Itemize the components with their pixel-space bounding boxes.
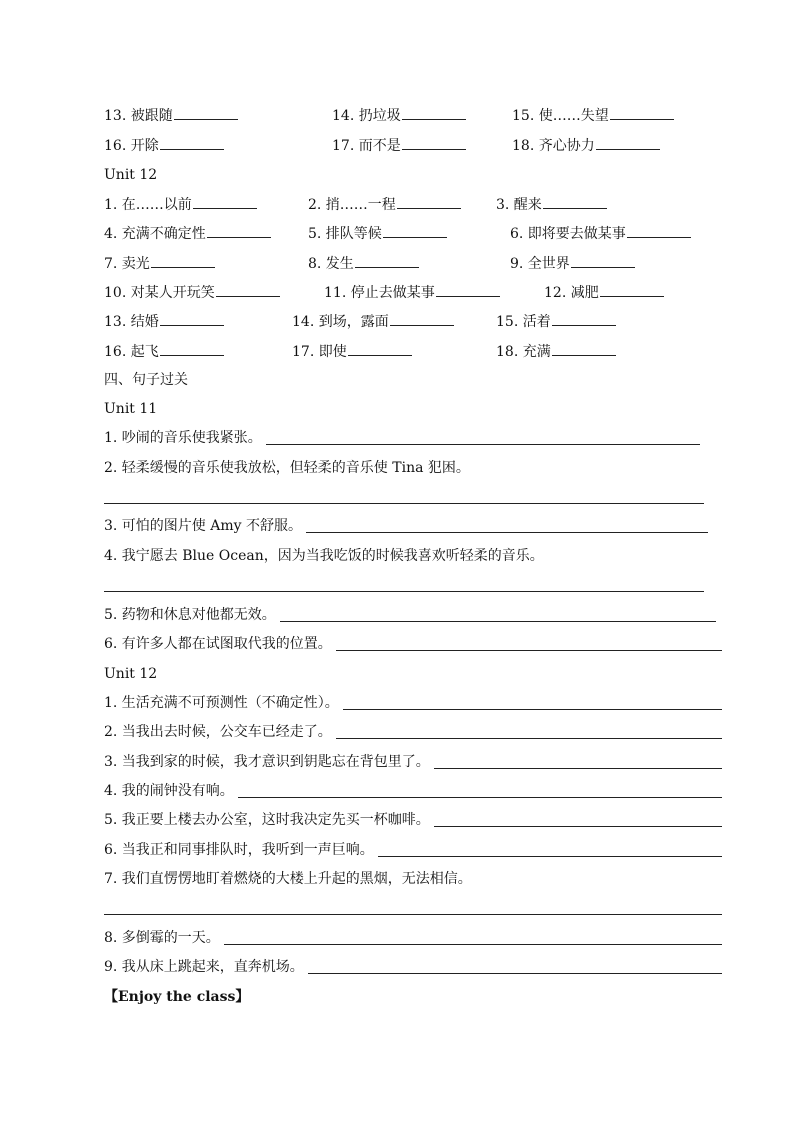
vocab-row	[104, 134, 704, 156]
vocab-prompt: 13. 被跟随	[104, 108, 173, 124]
sentence-item	[104, 839, 722, 861]
vocab-prompt: 18. 齐心协力	[512, 138, 595, 154]
answer-blank[interactable]	[160, 340, 224, 356]
vocab-prompt: 15. 使……失望	[512, 108, 609, 124]
answer-line[interactable]	[280, 607, 716, 622]
vocab-prompt: 14. 扔垃圾	[332, 108, 401, 124]
answer-blank[interactable]	[348, 340, 412, 356]
sentence-prompt: 5. 药物和休息对他都无效。	[104, 607, 276, 623]
sentence-prompt: 6. 有许多人都在试图取代我的位置。	[104, 636, 332, 652]
answer-blank[interactable]	[627, 222, 691, 238]
sentence-item	[104, 515, 708, 537]
answer-blank[interactable]	[397, 193, 461, 209]
answer-line[interactable]	[434, 812, 722, 827]
sentence-prompt: 2. 当我出去时候，公交车已经走了。	[104, 724, 332, 740]
sentence-item	[104, 721, 722, 743]
answer-blank[interactable]	[436, 281, 500, 297]
vocab-row	[104, 340, 714, 362]
vocab-row	[104, 281, 714, 303]
answer-line[interactable]	[224, 930, 722, 945]
answer-blank[interactable]	[596, 134, 660, 150]
vocab-prompt: 15. 活着	[496, 314, 551, 330]
sentence-item	[104, 692, 722, 714]
vocab-prompt: 9. 全世界	[510, 256, 570, 272]
sentence-prompt: 6. 当我正和同事排队时，我听到一声巨响。	[104, 842, 374, 858]
vocab-prompt: 10. 对某人开玩笑	[104, 285, 215, 301]
vocab-row	[104, 222, 714, 244]
vocab-prompt: 5. 排队等候	[308, 226, 382, 242]
answer-blank[interactable]	[207, 222, 271, 238]
vocab-row	[104, 252, 714, 274]
vocab-row	[104, 310, 714, 332]
answer-line[interactable]	[343, 695, 722, 710]
answer-blank[interactable]	[402, 104, 466, 120]
sentence-prompt: 3. 当我到家的时候，我才意识到钥匙忘在背包里了。	[104, 754, 430, 770]
sentence-prompt: 5. 我正要上楼去办公室，这时我决定先买一杯咖啡。	[104, 812, 430, 828]
vocab-prompt: 16. 起飞	[104, 344, 159, 360]
vocab-prompt: 17. 即使	[292, 344, 347, 360]
answer-line[interactable]	[238, 783, 722, 798]
vocab-prompt: 6. 即将要去做某事	[510, 226, 626, 242]
answer-blank[interactable]	[571, 252, 635, 268]
sentence-prompt: 8. 多倒霉的一天。	[104, 930, 220, 946]
answer-blank[interactable]	[543, 193, 607, 209]
sentence-item	[104, 809, 722, 831]
vocab-prompt: 4. 充满不确定性	[104, 226, 206, 242]
section-title: 四、句子过关	[104, 372, 188, 388]
sentence-prompt: 9. 我从床上跳起来，直奔机场。	[104, 959, 304, 975]
answer-line[interactable]	[266, 430, 700, 445]
vocab-prompt: 17. 而不是	[332, 138, 401, 154]
sentence-prompt: 1. 生活充满不可预测性（不确定性）。	[104, 695, 339, 711]
answer-blank[interactable]	[610, 104, 674, 120]
vocab-prompt: 1. 在……以前	[104, 197, 192, 213]
vocab-prompt: 8. 发生	[308, 256, 354, 272]
answer-blank[interactable]	[160, 310, 224, 326]
sentence-item	[104, 633, 722, 655]
answer-line[interactable]	[434, 754, 722, 769]
answer-blank[interactable]	[151, 252, 215, 268]
answer-blank[interactable]	[552, 310, 616, 326]
answer-blank[interactable]	[160, 134, 224, 150]
answer-blank[interactable]	[383, 222, 447, 238]
sentence-prompt: 4. 我的闹钟没有响。	[104, 783, 234, 799]
sentence-item	[104, 956, 722, 978]
vocab-prompt: 12. 减肥	[544, 285, 599, 301]
sentence-item	[104, 604, 716, 626]
sentence-prompt: 2. 轻柔缓慢的音乐使我放松，但轻柔的音乐使 Tina 犯困。	[104, 460, 470, 476]
vocab-prompt: 11. 停止去做某事	[324, 285, 435, 301]
unit-heading: Unit 12	[104, 167, 158, 183]
sentence-prompt: 1. 吵闹的音乐使我紧张。	[104, 430, 262, 446]
answer-line[interactable]	[336, 636, 722, 651]
vocab-prompt: 7. 卖光	[104, 256, 150, 272]
answer-blank[interactable]	[174, 104, 238, 120]
sentence-item	[104, 751, 722, 773]
answer-blank[interactable]	[193, 193, 257, 209]
sentence-prompt: 3. 可怕的图片使 Amy 不舒服。	[104, 518, 303, 534]
vocab-prompt: 13. 结婚	[104, 314, 159, 330]
answer-line[interactable]	[104, 914, 722, 915]
vocab-row	[104, 193, 714, 215]
vocab-prompt: 2. 捎……一程	[308, 197, 396, 213]
vocab-prompt: 18. 充满	[496, 344, 551, 360]
vocab-prompt: 3. 醒来	[496, 197, 542, 213]
answer-line[interactable]	[104, 591, 704, 592]
sentence-prompt: 4. 我宁愿去 Blue Ocean，因为当我吃饭的时候我喜欢听轻柔的音乐。	[104, 548, 544, 564]
vocab-prompt: 16. 开除	[104, 138, 159, 154]
unit-heading: Unit 11	[104, 401, 158, 417]
answer-blank[interactable]	[402, 134, 466, 150]
answer-blank[interactable]	[355, 252, 419, 268]
answer-blank[interactable]	[216, 281, 280, 297]
unit-heading: Unit 12	[104, 666, 158, 682]
enjoy-heading: 【Enjoy the class】	[104, 989, 250, 1005]
answer-blank[interactable]	[600, 281, 664, 297]
sentence-item	[104, 780, 722, 802]
sentence-item	[104, 427, 700, 449]
answer-line[interactable]	[378, 842, 722, 857]
vocab-row	[104, 104, 704, 126]
answer-line[interactable]	[308, 959, 722, 974]
answer-blank[interactable]	[390, 310, 454, 326]
sentence-item	[104, 927, 722, 949]
answer-line[interactable]	[306, 518, 708, 533]
answer-blank[interactable]	[552, 340, 616, 356]
sentence-prompt: 7. 我们直愣愣地盯着燃烧的大楼上升起的黑烟，无法相信。	[104, 871, 472, 887]
answer-line[interactable]	[336, 724, 722, 739]
vocab-prompt: 14. 到场，露面	[292, 314, 389, 330]
answer-line[interactable]	[104, 503, 704, 504]
